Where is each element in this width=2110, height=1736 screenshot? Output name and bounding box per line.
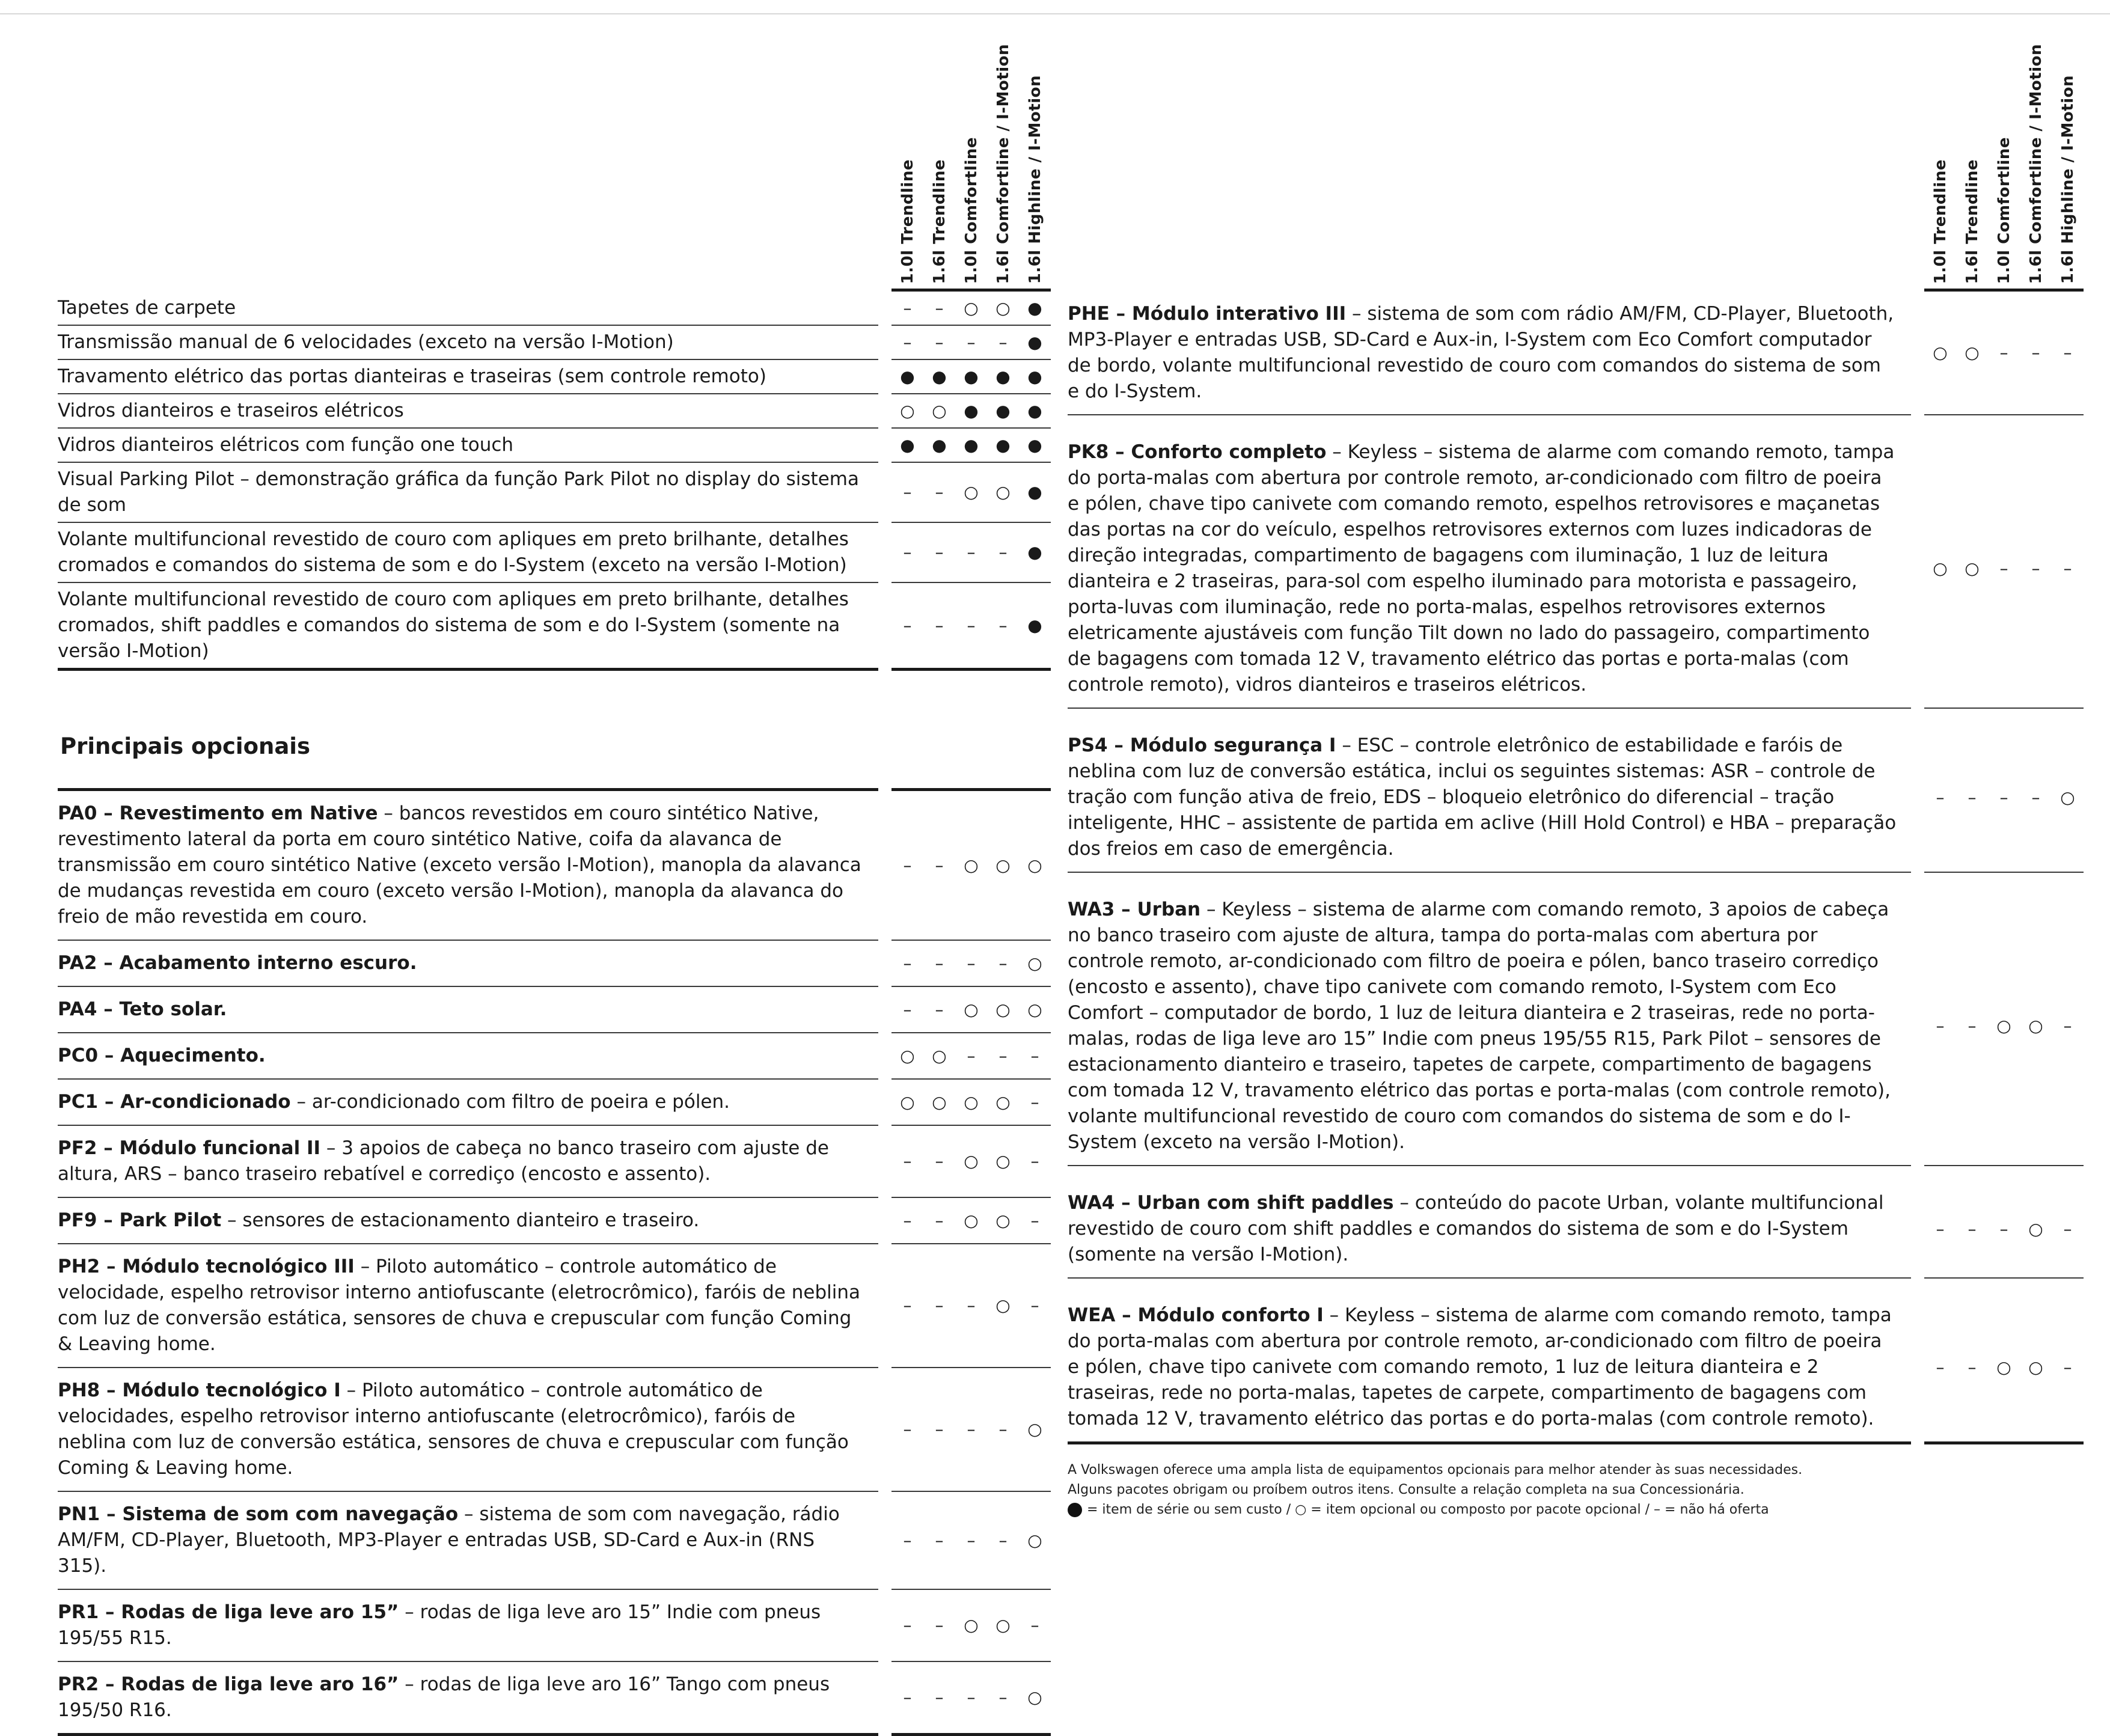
- optional-circle-icon: ○: [932, 1092, 947, 1112]
- standard-dot-icon: ●: [964, 400, 979, 421]
- equipment-row-text: Travamento elétrico das portas dianteiras e traseiras (sem controle remoto): [58, 360, 878, 394]
- availability-marks: [1924, 887, 2084, 1166]
- not-offered-dash-icon: –: [967, 1045, 976, 1066]
- not-offered-dash-icon: –: [1030, 1151, 1039, 1171]
- column-header-right: [1068, 43, 2084, 289]
- optional-circle-icon: ○: [1933, 558, 1948, 578]
- not-offered-dash-icon: –: [998, 332, 1008, 352]
- not-offered-dash-icon: –: [903, 1687, 912, 1707]
- optional-row: [1068, 723, 2084, 873]
- not-offered-dash-icon: –: [1999, 558, 2008, 578]
- optional-circle-icon: ○: [964, 1092, 979, 1112]
- not-offered-dash-icon: –: [903, 1210, 912, 1230]
- not-offered-dash-icon: –: [2031, 558, 2040, 578]
- availability-marks: [891, 523, 1051, 583]
- optional-circle-icon: ○: [995, 1295, 1011, 1315]
- optional-row: [58, 1590, 1051, 1662]
- optional-row-text: WA4 – Urban com shift paddles – conteúdo do pacote Urban, volante multifuncional revestido de couro com shift paddles e comandos do sistema de som e do I-System (somente na versão I-Motion).: [1068, 1181, 1911, 1279]
- availability-marks: [891, 987, 1051, 1033]
- standard-dot-icon: ●: [964, 366, 979, 387]
- availability-marks: [891, 1198, 1051, 1244]
- availability-marks: [891, 292, 1051, 326]
- not-offered-dash-icon: –: [2063, 1218, 2072, 1239]
- optional-circle-icon: ○: [964, 855, 979, 875]
- availability-marks: [891, 1492, 1051, 1590]
- optionals-table-right: [1068, 292, 2084, 1444]
- not-offered-dash-icon: –: [903, 1419, 912, 1439]
- optional-row-text: PR1 – Rodas de liga leve aro 15” – rodas de liga leve aro 15” Indie com pneus 195/55 R15.: [58, 1590, 878, 1662]
- optional-circle-icon: ○: [995, 1210, 1011, 1230]
- optional-circle-icon: ○: [900, 1045, 915, 1066]
- availability-marks: [891, 583, 1051, 671]
- not-offered-dash-icon: –: [1936, 787, 1945, 807]
- optional-circle-icon: ○: [2060, 787, 2075, 807]
- header-col-5: 1.6l Highline / I-Motion: [2058, 75, 2077, 284]
- optional-row: [58, 1080, 1051, 1126]
- optional-row-text: PK8 – Conforto completo – Keyless – sistema de alarme com comando remoto, tampa do porta-malas com abertura por controle remoto, ar-condicionado com filtro de poeira e pólen, chave tipo canivete com comando remoto, espelhos retrovisores e maçanetas das portas na cor do veículo, espelhos retrovisores externos com luzes indicadoras de direção integradas, compartimento de bagagens com iluminação, 1 luz de leitura dianteira e 2 traseiras, para-sol com espelho iluminado para motorista e passageiro, porta-luvas com iluminação, rede no porta-malas, espelhos retrovisores externos eletricamente ajustáveis com função Tilt down no lado do passageiro, compartimento de bagagens com tomada 12 V, travamento elétrico das portas e porta-malas (com controle remoto), vidros dianteiros e traseiros elétricos.: [1068, 430, 1911, 709]
- standard-dot-icon: ●: [932, 366, 947, 387]
- optional-row-text: WEA – Módulo conforto I – Keyless – sistema de alarme com comando remoto, tampa do porta-malas com abertura por controle remoto, ar-condicionado com filtro de poeira e pólen, chave tipo canivete com comando remoto, 1 luz de leitura dianteira e 2 traseiras, rede no porta-malas, tapetes de carpete, compartimento de bagagens com tomada 12 V, travamento elétrico das portas e do porta-malas (com controle remoto).: [1068, 1293, 1911, 1444]
- equipment-row-text: Volante multifuncional revestido de couro com apliques em preto brilhante, detalhes cromados e comandos do sistema de som e do I-System (exceto na versão I-Motion): [58, 523, 878, 583]
- standard-dot-icon: ●: [1027, 366, 1042, 387]
- not-offered-dash-icon: –: [967, 1687, 976, 1707]
- not-offered-dash-icon: –: [967, 1295, 976, 1315]
- availability-marks: [891, 1080, 1051, 1126]
- footnote: [1068, 1460, 2084, 1520]
- optional-circle-icon: ○: [2028, 1016, 2043, 1036]
- optional-circle-icon: ○: [1027, 1530, 1042, 1550]
- not-offered-dash-icon: –: [935, 1615, 944, 1635]
- optional-circle-icon: ○: [964, 298, 979, 318]
- footnote-line-1: A Volkswagen oferece uma ampla lista de equipamentos opcionais para melhor atender às suas necessidades.: [1068, 1462, 1803, 1478]
- equipment-row: [58, 463, 1051, 523]
- optional-row: [58, 1198, 1051, 1244]
- not-offered-dash-icon: –: [2063, 558, 2072, 578]
- equipment-row-text: Transmissão manual de 6 velocidades (exceto na versão I-Motion): [58, 326, 878, 360]
- availability-marks: [891, 1368, 1051, 1492]
- optional-circle-icon: ○: [964, 1151, 979, 1171]
- availability-marks: [1924, 1293, 2084, 1444]
- availability-marks: [891, 463, 1051, 523]
- equipment-row: [58, 429, 1051, 463]
- not-offered-dash-icon: –: [1936, 1016, 1945, 1036]
- not-offered-dash-icon: –: [2031, 343, 2040, 362]
- not-offered-dash-icon: –: [935, 999, 944, 1019]
- header-col-4: 1.6l Comfortline / I-Motion: [994, 43, 1012, 284]
- header-col-2: 1.6l Trendline: [1963, 159, 1981, 284]
- not-offered-dash-icon: –: [935, 332, 944, 352]
- not-offered-dash-icon: –: [1968, 1357, 1977, 1377]
- legend-line: [1068, 1500, 2084, 1520]
- optional-circle-icon: ○: [900, 1092, 915, 1112]
- optional-circle-icon: ○: [964, 482, 979, 502]
- not-offered-dash-icon: –: [935, 542, 944, 562]
- not-offered-dash-icon: –: [903, 999, 912, 1019]
- section-title: Principais opcionais: [60, 733, 310, 759]
- not-offered-dash-icon: –: [903, 482, 912, 502]
- not-offered-dash-icon: –: [967, 953, 976, 973]
- availability-marks: [891, 360, 1051, 394]
- header-col-4: 1.6l Comfortline / I-Motion: [2026, 43, 2045, 284]
- availability-marks: [891, 1126, 1051, 1198]
- optional-circle-icon: ○: [1965, 558, 1980, 578]
- standard-dot-icon: ●: [1027, 542, 1042, 562]
- not-offered-dash-icon: –: [903, 542, 912, 562]
- not-offered-dash-icon: –: [1968, 787, 1977, 807]
- optional-circle-icon: ○: [995, 999, 1011, 1019]
- optional-row-text: PC0 – Aquecimento.: [58, 1033, 878, 1080]
- availability-marks: [1924, 292, 2084, 415]
- not-offered-dash-icon: –: [998, 615, 1008, 635]
- not-offered-dash-icon: –: [935, 615, 944, 635]
- optional-circle-icon: ○: [995, 482, 1011, 502]
- not-offered-dash-icon: –: [998, 1530, 1008, 1550]
- optionals-table-left: [58, 791, 1051, 1736]
- optional-circle-icon: ○: [964, 1210, 979, 1230]
- optional-row-text: PA0 – Revestimento em Native – bancos revestidos em couro sintético Native, revestimento lateral da porta em couro sintético Native, coifa da alavanca de transmissão em couro sintético Native (exceto versão I-Motion), manopla da alavanca de mudanças revestida em couro (exceto versão I-Motion), manopla da alavanca do freio de mão revestida em couro.: [58, 791, 878, 941]
- optional-row: [58, 1244, 1051, 1368]
- right-column: [1068, 43, 2084, 1520]
- standard-dot-icon: ●: [1027, 435, 1042, 455]
- equipment-row: [58, 326, 1051, 360]
- not-offered-dash-icon: –: [935, 1151, 944, 1171]
- optional-row: [58, 1033, 1051, 1080]
- optional-circle-icon: ○: [1027, 855, 1042, 875]
- left-column: [58, 43, 1051, 1736]
- not-offered-dash-icon: –: [1999, 343, 2008, 362]
- standard-dot-icon: ●: [1027, 400, 1042, 421]
- not-offered-dash-icon: –: [1936, 1357, 1945, 1377]
- not-offered-dash-icon: –: [935, 1530, 944, 1550]
- not-offered-dash-icon: –: [935, 298, 944, 318]
- optional-row: [1068, 292, 2084, 415]
- optional-circle-icon: ○: [995, 1615, 1011, 1635]
- availability-marks: [891, 941, 1051, 987]
- optional-row: [1068, 430, 2084, 709]
- standard-dot-icon: ●: [900, 366, 915, 387]
- optional-circle-icon: ○: [932, 1045, 947, 1066]
- optional-circle-icon: ○: [1996, 1357, 2011, 1377]
- not-offered-dash-icon: –: [903, 1530, 912, 1550]
- not-offered-dash-icon: –: [935, 1419, 944, 1439]
- optional-row-text: PR2 – Rodas de liga leve aro 16” – rodas de liga leve aro 16” Tango com pneus 195/50 R16.: [58, 1662, 878, 1736]
- optional-circle-icon: ○: [2028, 1357, 2043, 1377]
- standard-dot-icon: ●: [1027, 332, 1042, 352]
- not-offered-dash-icon: –: [935, 1295, 944, 1315]
- not-offered-dash-icon: –: [998, 1419, 1008, 1439]
- optional-row: [58, 791, 1051, 941]
- equipment-row: [58, 583, 1051, 671]
- optional-circle-icon: ○: [964, 999, 979, 1019]
- standard-dot-icon: ●: [1027, 615, 1042, 635]
- optional-row-text: PF9 – Park Pilot – sensores de estacionamento dianteiro e traseiro.: [58, 1198, 878, 1244]
- equipment-row-text: Vidros dianteiros e traseiros elétricos: [58, 394, 878, 429]
- footnote-line-2: Alguns pacotes obrigam ou proíbem outros itens. Consulte a relação completa na sua Concessionária.: [1068, 1482, 1745, 1497]
- standard-dot-icon: ●: [932, 435, 947, 455]
- equipment-row-text: Visual Parking Pilot – demonstração gráfica da função Park Pilot no display do sistema de som: [58, 463, 878, 523]
- not-offered-dash-icon: –: [998, 1687, 1008, 1707]
- optional-circle-icon: ○: [1933, 343, 1948, 362]
- optional-row-text: PA2 – Acabamento interno escuro.: [58, 941, 878, 987]
- optional-row-text: PH2 – Módulo tecnológico III – Piloto automático – controle automático de velocidade, espelho retrovisor interno antiofuscante (eletrocrômico), faróis de neblina com luz de conversão estática, sensores de chuva e crepuscular com função Coming & Leaving home.: [58, 1244, 878, 1368]
- optional-circle-icon: ○: [995, 1092, 1011, 1112]
- optional-circle-icon: ○: [1965, 343, 1980, 362]
- optional-row: [58, 1662, 1051, 1736]
- equipment-row: [58, 360, 1051, 394]
- availability-marks: [891, 1662, 1051, 1736]
- availability-marks: [891, 1244, 1051, 1368]
- optional-row: [1068, 887, 2084, 1166]
- not-offered-dash-icon: –: [935, 953, 944, 973]
- not-offered-dash-icon: –: [967, 332, 976, 352]
- optional-row: [58, 1126, 1051, 1198]
- not-offered-dash-icon: –: [935, 482, 944, 502]
- standard-dot-icon: ●: [995, 400, 1011, 421]
- not-offered-dash-icon: –: [1030, 1210, 1039, 1230]
- availability-marks: [891, 1590, 1051, 1662]
- standard-dot-icon: ●: [995, 435, 1011, 455]
- standard-dot-icon: ●: [1027, 482, 1042, 502]
- optional-circle-icon: ○: [1027, 1687, 1042, 1707]
- availability-marks: [891, 429, 1051, 463]
- not-offered-dash-icon: –: [903, 1295, 912, 1315]
- optional-circle-icon: ○: [2028, 1218, 2043, 1239]
- optional-circle-icon: ○: [900, 400, 915, 421]
- not-offered-dash-icon: –: [998, 542, 1008, 562]
- optional-row-text: WA3 – Urban – Keyless – sistema de alarme com comando remoto, 3 apoios de cabeça no banco traseiro com ajuste de altura, tampa do porta-malas com abertura por controle remoto, ar-condicionado com filtro de poeira e pólen, banco traseiro corrediço (encosto e assento), chave tipo canivete com comando remoto, I-System com Eco Comfort – computador de bordo, 1 luz de leitura dianteira e 2 traseiras, rede no porta-malas, rodas de liga leve aro 15” Indie com pneus 195/55 R15, Park Pilot – sensores de estacionamento dianteiro e traseiro, tapetes de carpete, compartimento de bagagens com tomada 12 V, travamento elétrico das portas e porta-malas (com controle remoto), volante multifuncional revestido de couro com comandos do sistema de som e do I-System (exceto na versão I-Motion).: [1068, 887, 1911, 1166]
- availability-marks: [891, 326, 1051, 360]
- availability-marks: [1924, 1181, 2084, 1279]
- not-offered-dash-icon: –: [2031, 787, 2040, 807]
- standard-dot-icon: ●: [1027, 298, 1042, 318]
- not-offered-dash-icon: –: [998, 953, 1008, 973]
- optional-circle-icon: ○: [1996, 1016, 2011, 1036]
- not-offered-dash-icon: –: [1968, 1218, 1977, 1239]
- filled-dot-icon: [1068, 1503, 1082, 1517]
- header-col-5: 1.6l Highline / I-Motion: [1026, 75, 1044, 284]
- not-offered-dash-icon: –: [2063, 1357, 2072, 1377]
- optional-row-text: PA4 – Teto solar.: [58, 987, 878, 1033]
- not-offered-dash-icon: –: [935, 1210, 944, 1230]
- equipment-row: [58, 394, 1051, 429]
- not-offered-dash-icon: –: [1999, 787, 2008, 807]
- standard-dot-icon: ●: [964, 435, 979, 455]
- not-offered-dash-icon: –: [903, 1615, 912, 1635]
- header-col-1: 1.0l Trendline: [898, 159, 917, 284]
- optional-circle-icon: ○: [964, 1615, 979, 1635]
- header-col-1: 1.0l Trendline: [1931, 159, 1949, 284]
- equipment-row: [58, 523, 1051, 583]
- optional-row-text: PN1 – Sistema de som com navegação – sistema de som com navegação, rádio AM/FM, CD-Player, Bluetooth, MP3-Player e entradas USB, SD-Card e Aux-in (RNS 315).: [58, 1492, 878, 1590]
- column-header-left: [58, 43, 1051, 289]
- optional-row-text: PS4 – Módulo segurança I – ESC – controle eletrônico de estabilidade e faróis de neblina com luz de conversão estática, inclui os seguintes sistemas: ASR – controle de tração com função ativa de freio, EDS – bloqueio eletrônico do diferencial – tração inteligente, HHC – assistente de partida em aclive (Hill Hold Control) e HBA – preparação dos freios em caso de emergência.: [1068, 723, 1911, 873]
- header-col-3: 1.0l Comfortline: [962, 136, 980, 284]
- optional-row-text: PC1 – Ar-condicionado – ar-condicionado com filtro de poeira e pólen.: [58, 1080, 878, 1126]
- optional-row: [58, 1492, 1051, 1590]
- optional-circle-icon: ○: [1027, 1419, 1042, 1439]
- header-col-3: 1.0l Comfortline: [1995, 136, 2013, 284]
- equipment-table: [58, 292, 1051, 671]
- equipment-row-text: Tapetes de carpete: [58, 292, 878, 326]
- equipment-row: [58, 292, 1051, 326]
- availability-marks: [1924, 723, 2084, 873]
- not-offered-dash-icon: –: [903, 298, 912, 318]
- optional-row-text: PHE – Módulo interativo III – sistema de som com rádio AM/FM, CD-Player, Bluetooth, MP3-Player e entradas USB, SD-Card e Aux-in, I-System com Eco Comfort computador de bordo, volante multifuncional revestido de couro com comandos do sistema de som e do I-System.: [1068, 292, 1911, 415]
- availability-marks: [1924, 430, 2084, 709]
- not-offered-dash-icon: –: [1999, 1218, 2008, 1239]
- availability-marks: [891, 791, 1051, 941]
- not-offered-dash-icon: –: [1030, 1615, 1039, 1635]
- not-offered-dash-icon: –: [967, 542, 976, 562]
- optional-circle-icon: ○: [932, 400, 947, 421]
- optional-row: [58, 987, 1051, 1033]
- not-offered-dash-icon: –: [903, 615, 912, 635]
- availability-marks: [891, 1033, 1051, 1080]
- optional-row-text: PF2 – Módulo funcional II – 3 apoios de cabeça no banco traseiro com ajuste de altura, ARS – banco traseiro rebatível e corrediço (encosto e assento).: [58, 1126, 878, 1198]
- equipment-row-text: Volante multifuncional revestido de couro com apliques em preto brilhante, detalhes cromados, shift paddles e comandos do sistema de som e do I-System (somente na versão I-Motion): [58, 583, 878, 671]
- not-offered-dash-icon: –: [935, 1687, 944, 1707]
- not-offered-dash-icon: –: [1030, 1092, 1039, 1112]
- header-col-2: 1.6l Trendline: [930, 159, 949, 284]
- not-offered-dash-icon: –: [1968, 1016, 1977, 1036]
- availability-marks: [891, 394, 1051, 429]
- not-offered-dash-icon: –: [903, 1151, 912, 1171]
- not-offered-dash-icon: –: [903, 953, 912, 973]
- not-offered-dash-icon: –: [967, 615, 976, 635]
- not-offered-dash-icon: –: [903, 855, 912, 875]
- not-offered-dash-icon: –: [967, 1530, 976, 1550]
- optional-row: [58, 941, 1051, 987]
- standard-dot-icon: ●: [900, 435, 915, 455]
- not-offered-dash-icon: –: [1030, 1295, 1039, 1315]
- not-offered-dash-icon: –: [1030, 1045, 1039, 1066]
- not-offered-dash-icon: –: [1936, 1218, 1945, 1239]
- optional-circle-icon: ○: [995, 855, 1011, 875]
- top-rule: [0, 13, 2110, 14]
- optional-circle-icon: ○: [1027, 953, 1042, 973]
- standard-dot-icon: ●: [995, 366, 1011, 387]
- optional-circle-icon: ○: [995, 1151, 1011, 1171]
- not-offered-dash-icon: –: [903, 332, 912, 352]
- not-offered-dash-icon: –: [935, 855, 944, 875]
- not-offered-dash-icon: –: [967, 1419, 976, 1439]
- not-offered-dash-icon: –: [998, 1045, 1008, 1066]
- optional-row: [58, 1368, 1051, 1492]
- not-offered-dash-icon: –: [2063, 1016, 2072, 1036]
- optional-row-text: PH8 – Módulo tecnológico I – Piloto automático – controle automático de velocidades, espelho retrovisor interno antiofuscante (eletrocrômico), faróis de neblina com luz de conversão estática, sensores de chuva e crepuscular com função Coming & Leaving home.: [58, 1368, 878, 1492]
- optional-row: [1068, 1181, 2084, 1279]
- legend-text: = item de série ou sem custo / ○ = item opcional ou composto por pacote opcional / – = não há oferta: [1087, 1502, 1769, 1517]
- optional-circle-icon: ○: [1027, 999, 1042, 1019]
- optional-row: [1068, 1293, 2084, 1444]
- equipment-row-text: Vidros dianteiros elétricos com função one touch: [58, 429, 878, 463]
- not-offered-dash-icon: –: [2063, 343, 2072, 362]
- optional-circle-icon: ○: [995, 298, 1011, 318]
